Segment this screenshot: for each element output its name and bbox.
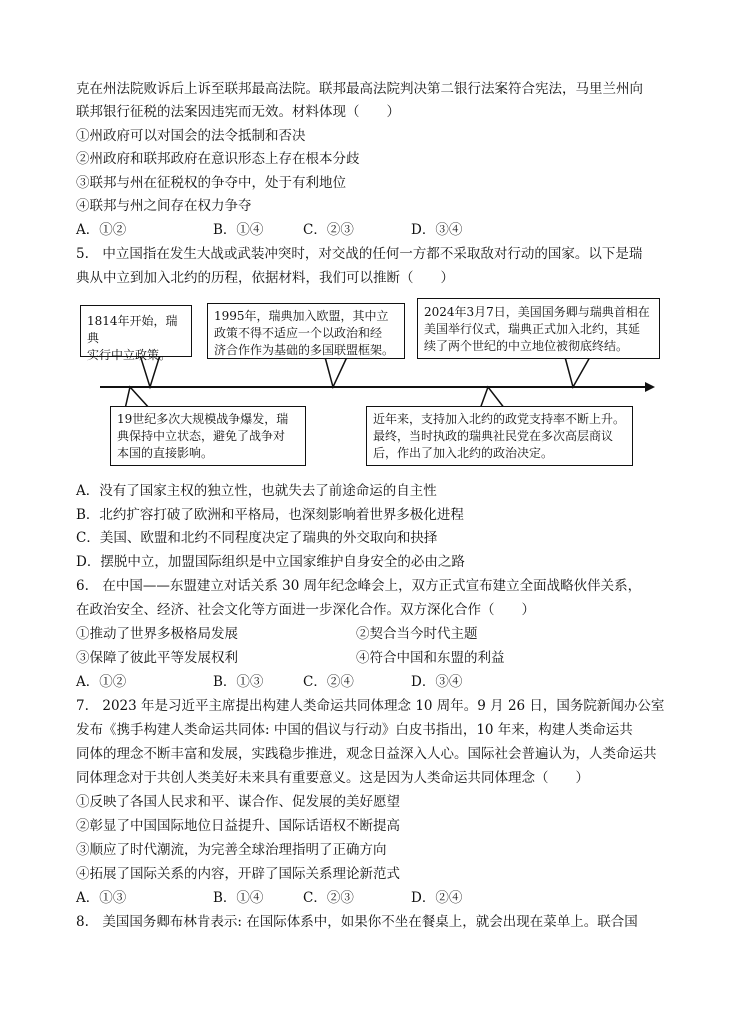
- q7-choice-c: C．②③: [303, 890, 354, 906]
- q7-item4: ④拓展了国际关系的内容，开辟了国际关系理论新范式: [76, 866, 400, 882]
- q4-choice-b: B．①④: [213, 222, 264, 238]
- q7-line2: 发布《携手构建人类命运共同体: 中国的倡议与行动》白皮书指出，10 年来，构建人类命运共: [76, 722, 633, 738]
- q4-item3: ③联邦与州在征税权的争夺中，处于有利地位: [76, 175, 346, 191]
- timeline-box-recent-years: 近年来，支持加入北约的政党支持率不断上升。 最终，当时执政的瑞典社民党在多次高层商议 后，作出了加入北约的政治决定。: [366, 406, 633, 466]
- q5-option-c: C．美国、欧盟和北约不同程度决定了瑞典的外交取向和抉择: [76, 530, 438, 546]
- q6-choice-a: A．①②: [76, 674, 127, 690]
- q7-item2: ②彰显了中国国际地位日益提升、国际话语权不断提高: [76, 818, 400, 834]
- q7-item3: ③顺应了时代潮流，为完善全球治理指明了正确方向: [76, 842, 387, 858]
- q7-line3: 同体的理念不断丰富和发展，实践稳步推进，观念日益深入人心。国际社会普遍认为，人类命运共: [76, 746, 657, 762]
- q5-line1: 5. 中立国指在发生大战或武装冲突时，对交战的任何一方都不采取敌对行动的国家。以下是瑞: [76, 246, 643, 262]
- q6-line1: 6. 在中国——东盟建立对话关系 30 周年纪念峰会上，双方正式宣布建立全面战略伙伴关系，: [76, 578, 642, 594]
- q6-line2: 在政治安全、经济、社会文化等方面进一步深化合作。双方深化合作（ ）: [76, 602, 535, 618]
- timeline-arrowhead: [645, 382, 655, 392]
- q4-choice-a: A．①②: [76, 222, 127, 238]
- q7-choice-b: B．①④: [213, 890, 264, 906]
- timeline-box-19th-century: 19世纪多次大规模战争爆发，瑞 典保持中立状态，避免了战争对 本国的直接影响。: [110, 406, 306, 466]
- box3-pointer: [565, 357, 590, 387]
- q5-line2: 典从中立到加入北约的历程，依据材料，我们可以推断（ ）: [76, 270, 454, 286]
- q7-choice-a: A．①③: [76, 890, 127, 906]
- q6-choice-d: D．③④: [411, 674, 463, 690]
- q5-option-a: A．没有了国家主权的独立性，也就失去了前途命运的自主性: [76, 483, 437, 499]
- q7-choice-d: D．②④: [411, 890, 463, 906]
- q6-choice-b: B．①③: [213, 674, 264, 690]
- q6-item1: ①推动了世界多极格局发展: [76, 626, 238, 642]
- q4-item1: ①州政府可以对国会的法令抵制和否决: [76, 128, 306, 144]
- q6-item4: ④符合中国和东盟的利益: [356, 650, 505, 666]
- box2-pointer: [325, 357, 347, 387]
- q4-item4: ④联邦与州之间存在权力争夺: [76, 198, 252, 214]
- q6-item2: ②契合当今时代主题: [356, 626, 478, 642]
- q7-line4: 同体理念对于共创人类美好未来具有重要意义。这是因为人类命运共同体理念（ ）: [76, 770, 589, 786]
- q6-choice-c: C．②④: [303, 674, 354, 690]
- q7-line1: 7. 2023 年是习近平主席提出构建人类命运共同体理念 10 周年。9 月 26 日，国务院新闻办公室: [76, 698, 665, 714]
- q5-option-b: B．北约扩容打破了欧洲和平格局，也深刻影响着世界多极化进程: [76, 507, 464, 523]
- q4-item2: ②州政府和联邦政府在意识形态上存在根本分歧: [76, 151, 360, 167]
- timeline-box-1814: 1814年开始，瑞典 实行中立政策。: [80, 305, 192, 357]
- q4-choice-c: C．②③: [303, 222, 354, 238]
- q4-choice-d: D．③④: [411, 222, 463, 238]
- q4-line1: 克在州法院败诉后上诉至联邦最高法院。联邦最高法院判决第二银行法案符合宪法，马里兰州向: [76, 81, 643, 97]
- q7-item1: ①反映了各国人民求和平、谋合作、促发展的美好愿望: [76, 794, 400, 810]
- q5-option-d: D．摆脱中立，加盟国际组织是中立国家维护自身安全的必由之路: [76, 554, 465, 570]
- q8-line1: 8. 美国国务卿布林肯表示: 在国际体系中，如果你不坐在餐桌上，就会出现在菜单上。联合国: [76, 914, 638, 930]
- timeline-box-2024: 2024年3月7日，美国国务卿与瑞典首相在 美国举行仪式，瑞典正式加入北约，其延 续了两个世纪的中立地位被彻底终结。: [417, 298, 660, 359]
- q4-line2: 联邦银行征税的法案因违宪而无效。材料体现（ ）: [76, 104, 400, 120]
- q6-item3: ③保障了彼此平等发展权利: [76, 650, 238, 666]
- timeline-box-1995: 1995年，瑞典加入欧盟，其中立 政策不得不适应一个以政治和经 济合作作为基础的多国联盟框架。: [207, 303, 405, 359]
